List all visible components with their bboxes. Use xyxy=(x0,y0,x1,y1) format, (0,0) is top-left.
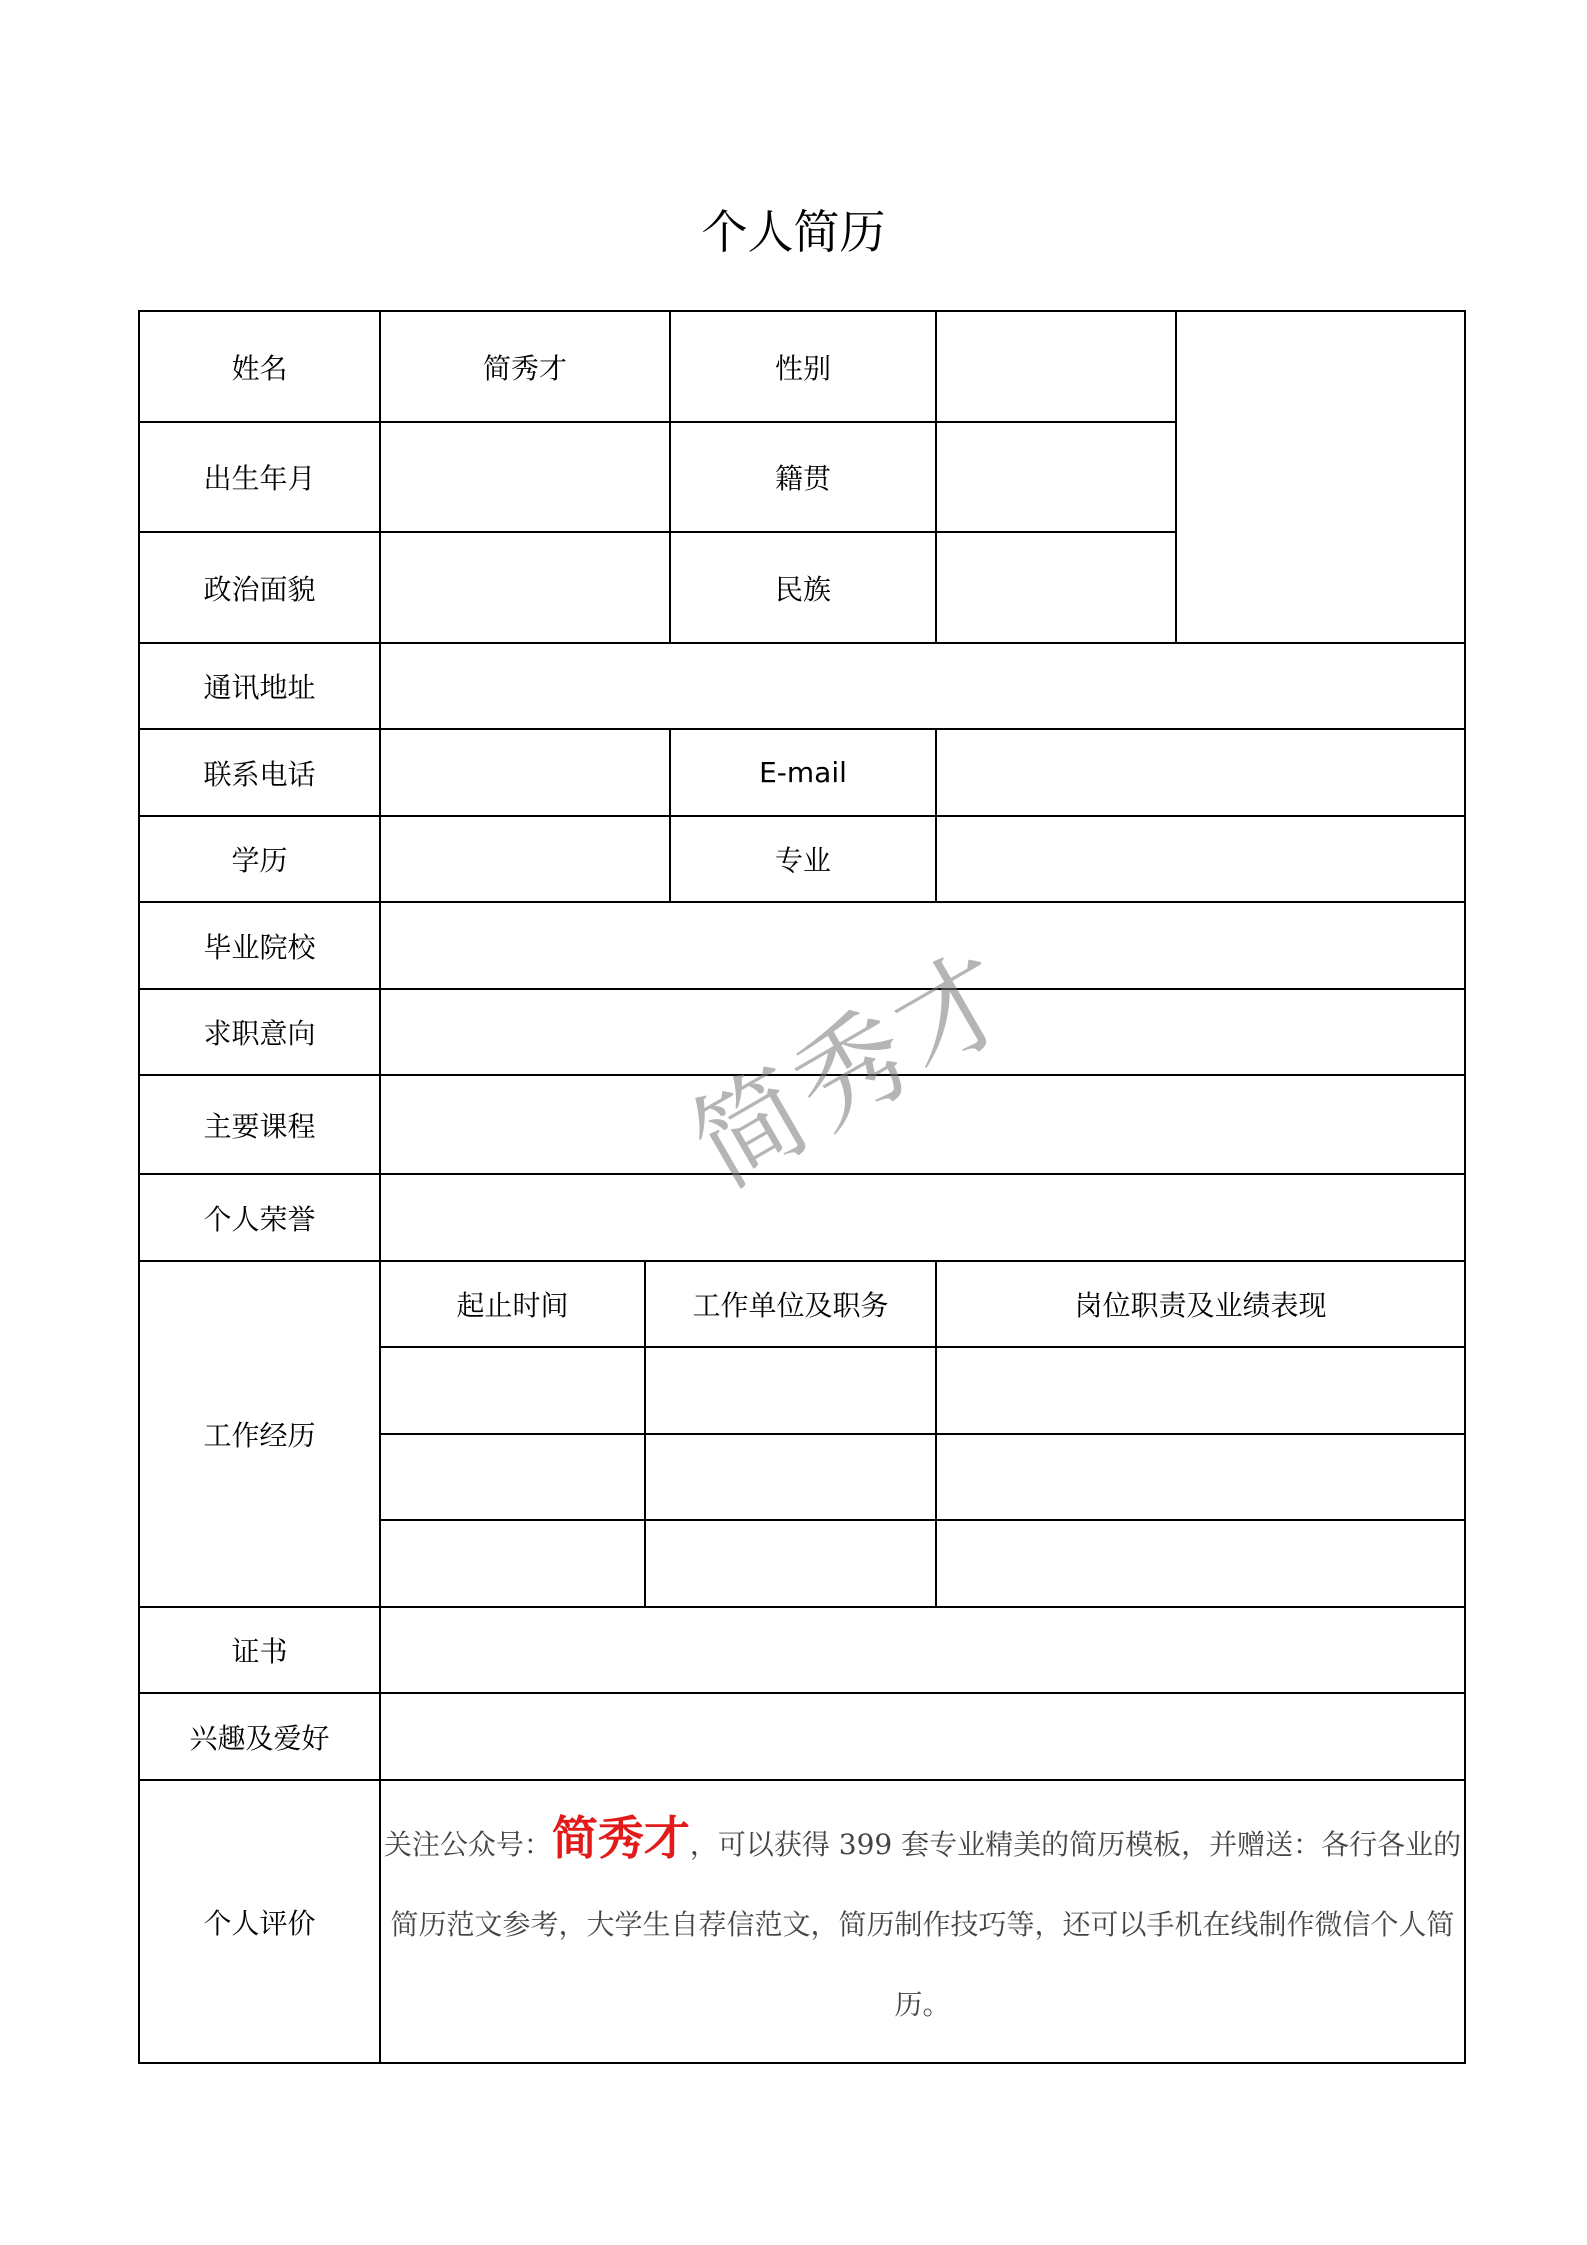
courses-value[interactable] xyxy=(380,1075,1465,1174)
name-label: 姓名 xyxy=(139,311,380,422)
evaluation-text: ，可以获得 399 套专业精美的简历模板，并赠送：各行各业的简历范文参考，大学生自荐信范文，简历制作技巧等，还可以手机在线制作微信个人简历。 xyxy=(390,1828,1462,2021)
address-label: 通讯地址 xyxy=(139,643,380,729)
hobbies-value[interactable] xyxy=(380,1693,1465,1780)
ethnicity-label: 民族 xyxy=(670,532,936,643)
certificate-label: 证书 xyxy=(139,1607,380,1693)
gender-label: 性别 xyxy=(670,311,936,422)
work-label: 工作经历 xyxy=(139,1261,380,1607)
work-row-1-company[interactable] xyxy=(645,1347,936,1434)
education-label: 学历 xyxy=(139,816,380,902)
work-row-3-company[interactable] xyxy=(645,1520,936,1607)
evaluation-value[interactable] xyxy=(380,1780,1465,2063)
work-row-2-duties[interactable] xyxy=(936,1434,1465,1520)
work-row-1-period[interactable] xyxy=(380,1347,645,1434)
email-value[interactable] xyxy=(936,729,1465,816)
native-value[interactable] xyxy=(936,422,1176,532)
school-value[interactable] xyxy=(380,902,1465,989)
resume-table xyxy=(138,310,1466,2064)
intention-value[interactable] xyxy=(380,989,1465,1075)
politics-value[interactable] xyxy=(380,532,670,643)
work-row-3-duties[interactable] xyxy=(936,1520,1465,1607)
page-title: 个人简历 xyxy=(701,205,886,259)
certificate-value[interactable] xyxy=(380,1607,1465,1693)
birth-value[interactable] xyxy=(380,422,670,532)
gender-value[interactable] xyxy=(936,311,1176,422)
evaluation-prefix: 关注公众号： xyxy=(383,1828,552,1861)
politics-label: 政治面貌 xyxy=(139,532,380,643)
ethnicity-value[interactable] xyxy=(936,532,1176,643)
hobbies-label: 兴趣及爱好 xyxy=(139,1693,380,1780)
photo-cell[interactable] xyxy=(1176,311,1465,643)
address-value[interactable] xyxy=(380,643,1465,729)
work-row-1-duties[interactable] xyxy=(936,1347,1465,1434)
major-value[interactable] xyxy=(936,816,1465,902)
work-row-3-period[interactable] xyxy=(380,1520,645,1607)
courses-label: 主要课程 xyxy=(139,1075,380,1174)
name-value[interactable]: 简秀才 xyxy=(380,311,670,422)
intention-label: 求职意向 xyxy=(139,989,380,1075)
phone-label: 联系电话 xyxy=(139,729,380,816)
work-header-period: 起止时间 xyxy=(380,1261,645,1347)
watermark: 简秀才 xyxy=(672,926,1038,1212)
education-value[interactable] xyxy=(380,816,670,902)
honors-value[interactable] xyxy=(380,1174,1465,1261)
work-header-company: 工作单位及职务 xyxy=(645,1261,936,1347)
phone-value[interactable] xyxy=(380,729,670,816)
work-row-2-period[interactable] xyxy=(380,1434,645,1520)
evaluation-label: 个人评价 xyxy=(139,1780,380,2063)
birth-label: 出生年月 xyxy=(139,422,380,532)
native-label: 籍贯 xyxy=(670,422,936,532)
email-label: E-mail xyxy=(670,729,936,816)
school-label: 毕业院校 xyxy=(139,902,380,989)
major-label: 专业 xyxy=(670,816,936,902)
work-row-2-company[interactable] xyxy=(645,1434,936,1520)
evaluation-brand: 简秀才 xyxy=(551,1811,690,1865)
honors-label: 个人荣誉 xyxy=(139,1174,380,1261)
work-header-duties: 岗位职责及业绩表现 xyxy=(936,1261,1465,1347)
